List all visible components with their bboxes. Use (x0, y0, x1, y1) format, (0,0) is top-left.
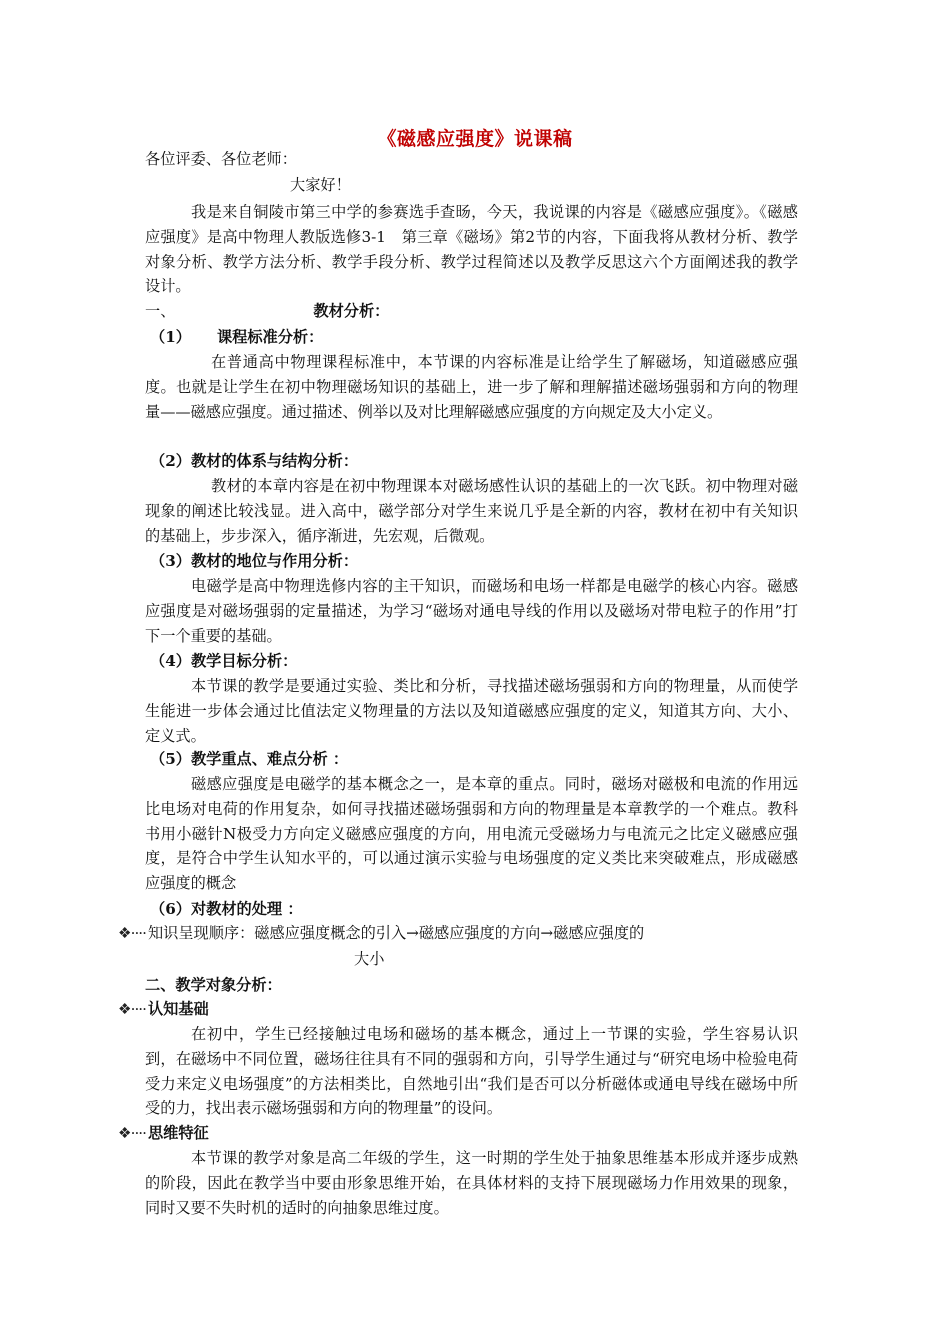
intro-paragraph: 我是来自铜陵市第三中学的参赛选手查旸，今天，我说课的内容是《磁感应强度》。《磁感应强度》是高中物理人教版选修3-1 第三章《磁场》第2节的内容，下面我将从教材分析、教学对象分析、教学方法分析、教学手段分析、教学过程简述以及教学反思这六个方面阐述我的教学设计。 (145, 203, 798, 296)
subsection-2-text: 教材的本章内容是在初中物理课本对磁场感性认识的基础上的一次飞跃。初中物理对磁现象的阐述比较浅显。进入高中，磁学部分对学生来说几乎是全新的内容，教材在初中有关知识的基础上，步步深入，循序渐进，先宏观，后微观。 (145, 477, 798, 545)
subsection-4-text: 本节课的教学是要通过实验、类比和分析，寻找描述磁场强弱和方向的物理量，从而使学生能进一步体会通过比值法定义物理量的方法以及知道磁感应强度的定义，知道其方向、大小、定义式。 (145, 677, 798, 745)
section-1-number: 一、 (145, 302, 176, 320)
subsection-4-heading: （4）教学目标分析： (150, 652, 298, 670)
bullet-title: 认知基础 (147, 1000, 209, 1018)
diamond-bullet-icon: ❖···· (118, 924, 146, 942)
list-item-text: 知识呈现顺序：磁感应强度概念的引入→磁感应强度的方向→磁感应强度的 (147, 924, 645, 942)
document-title: 《磁感应强度》说课稿 (377, 128, 573, 150)
bullet-thinking-features (118, 1122, 209, 1144)
thinking-features-text: 本节课的教学对象是高二年级的学生，这一时期的学生处于抽象思维基本形成并逐步成熟的阶段，因此在教学当中要由形象思维开始，在具体材料的支持下展现磁场力作用效果的现象，同时又要不失时机的适时的向抽象思维过度。 (145, 1149, 798, 1217)
subsection-2-heading: （2）教材的体系与结构分析： (150, 452, 359, 470)
section-1-title: 教材分析： (313, 302, 390, 320)
subsection-1-title: 课程标准分析： (216, 328, 324, 346)
bullet-title: 思维特征 (147, 1124, 209, 1142)
list-item-continuation: 大小 (354, 950, 385, 968)
subsection-3-heading: （3）教材的地位与作用分析： (150, 552, 359, 570)
subsection-6-heading: （6）对教材的处理 ： (150, 900, 303, 918)
cognitive-basis-text: 在初中，学生已经接触过电场和磁场的基本概念，通过上一节课的实验，学生容易认识到，在磁场中不同位置，磁场往往具有不同的强弱和方向，引导学生通过与“研究电场中检验电荷受力来定义电场强度”的方法相类比，自然地引出“我们是否可以分析磁体或通电导线在磁场中所受的力，找出表示磁场强弱和方向的物理量”的设问。 (145, 1025, 798, 1118)
hello: 大家好！ (290, 176, 351, 194)
subsection-1-label: （1） (150, 328, 191, 346)
subsection-5-heading: （5）教学重点、难点分析 ： (150, 750, 349, 768)
diamond-bullet-icon: ❖···· (118, 1124, 146, 1142)
greeting: 各位评委、各位老师： (145, 150, 297, 168)
list-item-knowledge-order (118, 922, 644, 944)
subsection-3-text: 电磁学是高中物理选修内容的主干知识，而磁场和电场一样都是电磁学的核心内容。磁感应强度是对磁场强弱的定量描述，为学习“磁场对通电导线的作用以及磁场对带电粒子的作用”打下一个重要的基础。 (145, 577, 798, 645)
subsection-1-heading (150, 326, 323, 348)
diamond-bullet-icon: ❖···· (118, 1000, 146, 1018)
subsection-1-text: 在普通高中物理课程标准中，本节课的内容标准是让给学生了解磁场，知道磁感应强度。也就是让学生在初中物理磁场知识的基础上，进一步了解和理解描述磁场强弱和方向的物理量——磁感应强度。通过描述、例举以及对比理解磁感应强度的方向规定及大小定义。 (145, 353, 798, 421)
section-1-heading (145, 300, 389, 322)
bullet-cognitive-basis (118, 998, 209, 1020)
subsection-5-text: 磁感应强度是电磁学的基本概念之一，是本章的重点。同时，磁场对磁极和电流的作用远比电场对电荷的作用复杂，如何寻找描述磁场强弱和方向的物理量是本章教学的一个难点。教科书用小磁针N极受力方向定义磁感应强度的方向，用电流元受磁场力与电流元之比定义磁感应强度，是符合中学生认知水平的，可以通过演示实验与电场强度的定义类比来突破难点，形成磁感应强度的概念 (145, 775, 798, 893)
section-2-heading: 二、教学对象分析： (145, 976, 282, 994)
